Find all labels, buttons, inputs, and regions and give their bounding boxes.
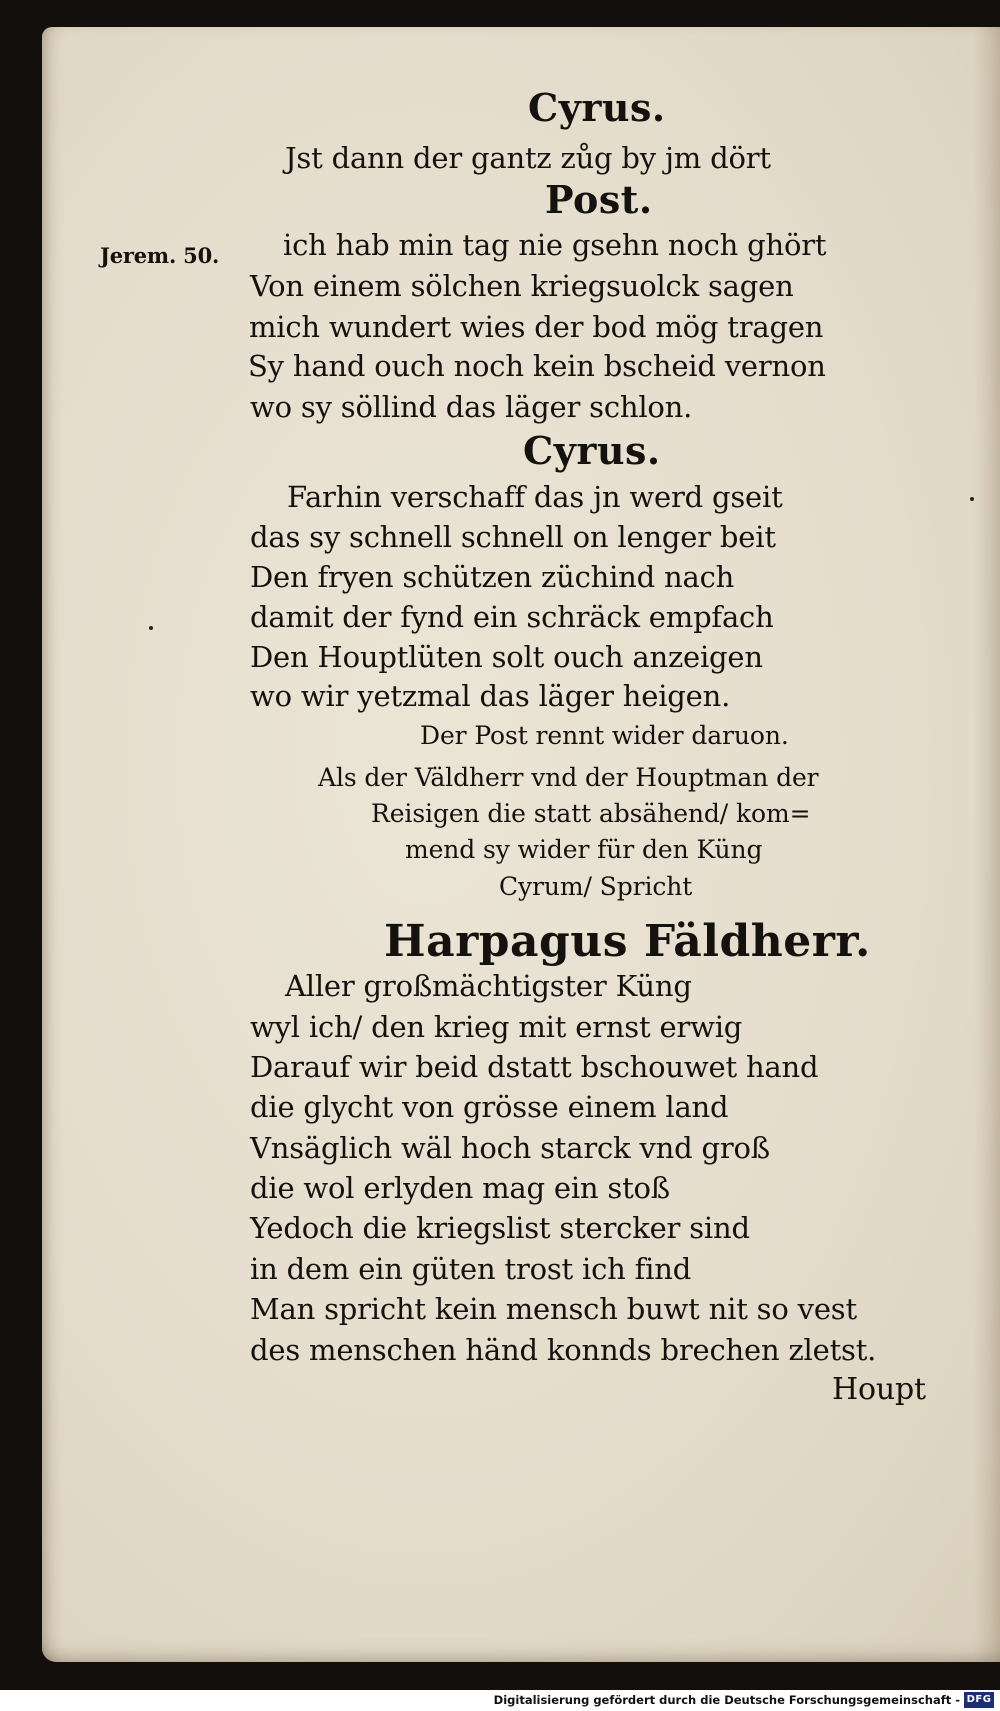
speaker-heading: Post.: [545, 177, 653, 222]
verse-line: Yedoch die kriegslist stercker sind: [250, 1211, 750, 1245]
verse-line: wo wir yetzmal das läger heigen.: [250, 679, 731, 713]
verse-line: Jst dann der gantz zůg by jm dört: [285, 141, 771, 175]
verse-line: Darauf wir beid dstatt bschouwet hand: [250, 1050, 819, 1084]
speaker-heading: Cyrus.: [523, 428, 661, 473]
verse-line: Man spricht kein mensch buwt nit so vest: [250, 1292, 857, 1326]
verse-line: Von einem sölchen kriegsuolck sagen: [250, 269, 794, 303]
stage-direction: Der Post rennt wider daruon.: [420, 721, 789, 750]
speaker-heading: Cyrus.: [528, 85, 666, 130]
verse-line: die wol erlyden mag ein stoß: [250, 1171, 670, 1205]
verse-line: mich wundert wies der bod mög tragen: [249, 310, 824, 344]
verse-line: das sy schnell schnell on lenger beit: [250, 520, 776, 554]
stage-direction: Als der Väldherr vnd der Houptman der: [318, 763, 819, 792]
verse-line: des menschen händ konnds brechen zletst.: [250, 1333, 877, 1367]
funding-credit: Digitalisierung gefördert durch die Deutsche Forschungsgemeinschaft -: [493, 1693, 960, 1707]
verse-line: Den Houptlüten solt ouch anzeigen: [250, 640, 763, 674]
stage-direction: Cyrum/ Spricht: [499, 872, 693, 901]
catchword: Houpt: [832, 1372, 926, 1407]
verse-line: Vnsäglich wäl hoch starck vnd groß: [250, 1131, 770, 1165]
stage-direction: mend sy wider für den Küng: [405, 835, 763, 864]
dfg-logo-icon: DFG: [964, 1692, 994, 1708]
verse-line: wo sy söllind das läger schlon.: [250, 390, 693, 424]
page-gutter-shadow: [974, 27, 1000, 1662]
verse-line: wyl ich/ den krieg mit ernst erwig: [250, 1010, 743, 1044]
margin-note: Jerem. 50.: [100, 243, 220, 268]
verse-line: Aller großmächtigster Küng: [285, 969, 692, 1003]
ink-speck: [149, 626, 153, 630]
speaker-heading: Harpagus Fäldherr.: [384, 916, 871, 967]
verse-line: Den fryen schützen züchind nach: [250, 560, 735, 594]
verse-line: Farhin verschaff das jn werd gseit: [287, 480, 783, 514]
ink-speck: [970, 497, 974, 501]
verse-line: die glycht von grösse einem land: [250, 1090, 729, 1124]
verse-line: Sy hand ouch noch kein bscheid vernon: [248, 349, 826, 383]
verse-line: ich hab min tag nie gsehn noch ghört: [283, 228, 827, 262]
verse-line: damit der fynd ein schräck empfach: [250, 600, 774, 634]
verse-line: in dem ein güten trost ich find: [250, 1252, 692, 1286]
stage-direction: Reisigen die statt absähend/ kom=: [371, 799, 811, 828]
